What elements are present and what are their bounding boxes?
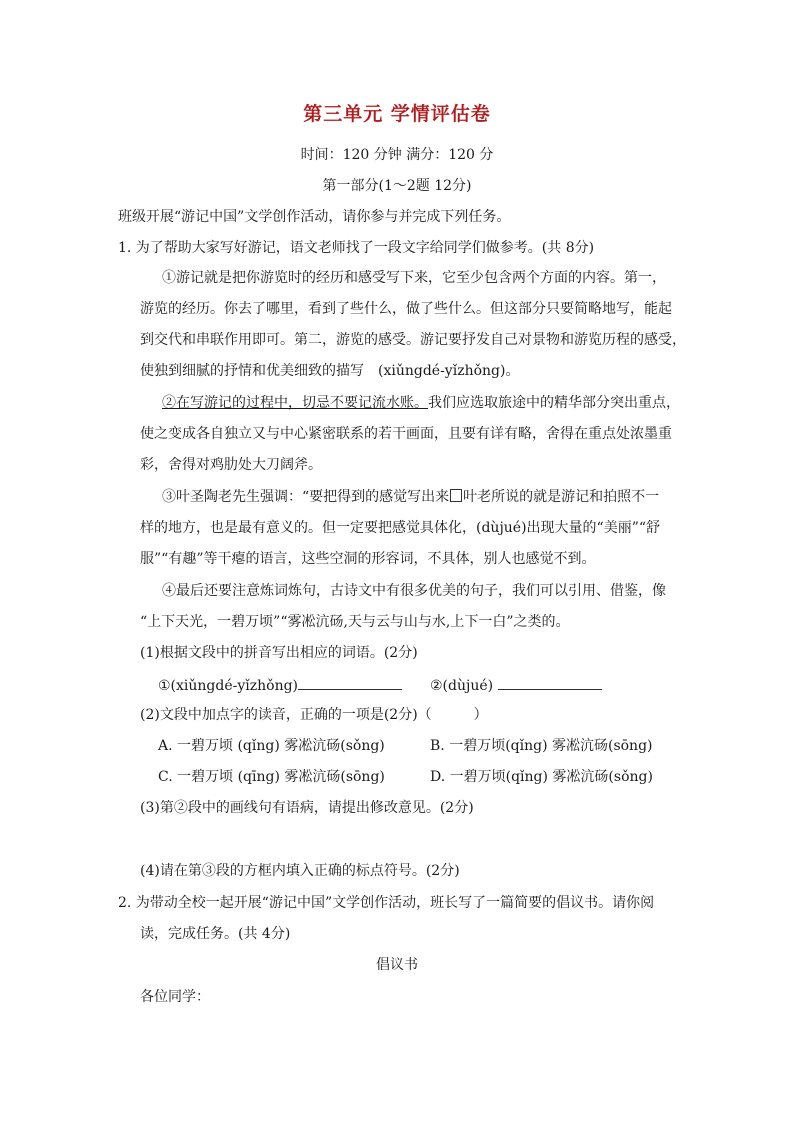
sub-question-3: (3)第②段中的画线句有语病，请提出修改意见。(2分): [140, 800, 474, 816]
option-b[interactable]: B. 一碧万顷(qǐng) 雾凇沆砀(sōng): [430, 738, 653, 754]
paragraph-1-line: 到交代和串联作用即可。第二，游览的感受。游记要抒发自己对景物和游览历程的感受，: [140, 332, 686, 348]
intro-text: 班级开展“游记中国”文学创作活动，请你参与并完成下列任务。: [118, 209, 511, 225]
paragraph-3-line: 服”“有趣”等干瘪的语言，这些空洞的形容词，不具体，别人也感觉不到。: [140, 551, 596, 567]
question-2-stem: 2. 为带动全校一起开展“游记中国”文学创作活动，班长写了一篇简要的倡议书。请你阅: [118, 895, 655, 911]
letter-greeting: 各位同学：: [140, 989, 210, 1005]
paragraph-4-line: ④最后还要注意炼词炼句，古诗文中有很多优美的句子，我们可以引用、借鉴，像: [162, 583, 666, 599]
part-one-heading: 第一部分(1～2题 12分): [322, 178, 472, 194]
time-info: 时间：120 分钟 满分：120 分: [300, 147, 494, 163]
option-a[interactable]: A. 一碧万顷 (qǐng) 雾凇沆砀(sǒng): [158, 738, 385, 754]
answer-1-label: ①(xiǔngdé-yǐzhǒng): [158, 678, 299, 694]
punctuation-box: [450, 489, 462, 502]
paragraph-3-text-after-box: 叶老所说的就是游记和拍照不一: [463, 489, 660, 505]
option-c[interactable]: C. 一碧万顷 (qīng) 雾凇沆砀(sōng): [158, 769, 385, 785]
paragraph-2-rest: 我们应选取旅途中的精华部分突出重点，: [428, 395, 680, 411]
option-d[interactable]: D. 一碧万顷(qǐng) 雾凇沆砀(sǒng): [430, 769, 653, 785]
paragraph-3-text-before-box: ③叶圣陶老先生强调：“要把得到的感觉写出来: [162, 489, 450, 505]
letter-title: 倡议书: [376, 957, 418, 973]
sub-question-4: (4)请在第③段的方框内填入正确的标点符号。(2分): [140, 863, 460, 879]
paragraph-3-line: 样的地方，也是最有意义的。但一定要把感觉具体化，(dùjué)出现大量的“美丽”“舒: [140, 520, 661, 536]
answer-1-blank[interactable]: [298, 675, 402, 690]
paragraph-1-line: 游览的经历。你去了哪里，看到了些什么，做了些什么。但这部分只要简略地写，能起: [140, 301, 672, 317]
underlined-sentence: ②在写游记的过程中，切忌不要记流水账。: [162, 395, 428, 411]
paragraph-2-line: 使之变成各自独立又与中心紧密联系的若干画面，且要有详有略，舍得在重点处浓墨重: [140, 426, 672, 442]
answer-line-2: [430, 675, 602, 696]
paragraph-1-line: 使独到细腻的抒情和优美细致的描写 (xiǔngdé-yǐzhǒng)。: [140, 363, 520, 379]
paragraph-2-first-line: [162, 393, 680, 413]
answer-line-1: [158, 675, 402, 696]
answer-2-blank[interactable]: [498, 675, 602, 690]
paragraph-2-line: 彩，舍得对鸡肋处大刀阔斧。: [140, 457, 322, 473]
paragraph-1-line: ①游记就是把你游览时的经历和感受写下来，它至少包含两个方面的内容。第一，: [162, 270, 666, 286]
sub-question-2: (2)文段中加点字的读音，正确的一项是(2分)（ ）: [140, 707, 488, 723]
question-1-stem: 1. 为了帮助大家写好游记，语文老师找了一段文字给同学们做参考。(共 8分): [118, 240, 595, 256]
paragraph-3-first-line: [162, 487, 659, 507]
question-2-stem-cont: 读，完成任务。(共 4分): [140, 926, 291, 942]
page-title: 第三单元 学情评估卷: [303, 103, 491, 125]
answer-2-label: ②(dùjué): [430, 678, 494, 694]
paragraph-4-line: “上下天光，一碧万顷”“雾凇沆砀,天与云与山与水,上下一白”之类的。: [140, 614, 570, 630]
sub-question-1: (1)根据文段中的拼音写出相应的词语。(2分): [140, 645, 418, 661]
